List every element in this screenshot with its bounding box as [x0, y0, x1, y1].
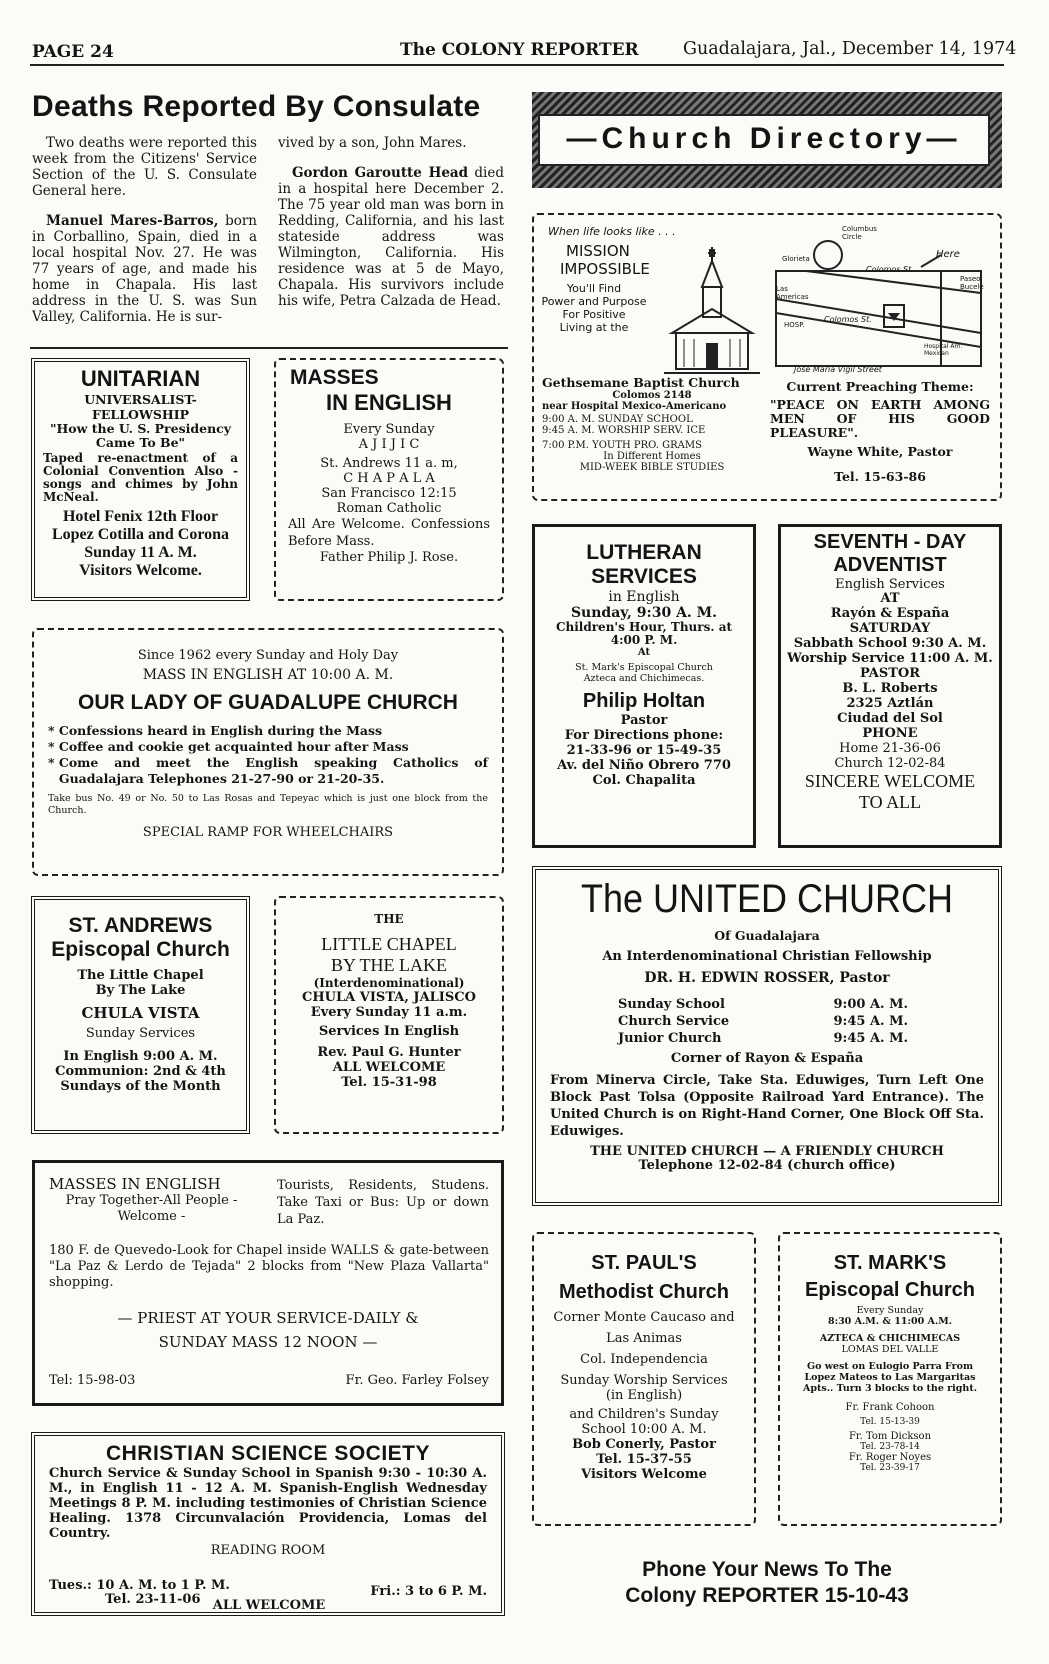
st-marks-times: 8:30 A.M. & 11:00 A.M. — [827, 1316, 953, 1327]
guadalupe-since: Since 1962 every Sunday and Holy Day — [137, 648, 399, 663]
adventist-addr: 2325 Aztlán — [846, 696, 934, 711]
st-marks-lomas: LOMAS DEL VALLE — [841, 1344, 939, 1355]
masses2-priest: — PRIEST AT YOUR SERVICE-DAILY & — [117, 1309, 419, 1327]
st-marks-fr2: Fr. Tom Dickson — [848, 1431, 932, 1442]
gethsemane-addr1: Colomos 2148 — [612, 390, 692, 401]
gethsemane-name: Gethsemane Baptist Church — [542, 375, 740, 390]
gethsemane-for-positive: For Positive — [562, 308, 626, 321]
lutheran-at: At — [637, 647, 651, 658]
lutheran-addr: Av. del Niño Obrero 770 — [557, 758, 731, 773]
adventist-city: Ciudad del Sol — [837, 711, 943, 726]
adventist-church: Church 12-02-84 — [834, 756, 946, 771]
st-marks-dirs: Go west on Eulogio Parra From Lopez Mateos to Las Margaritas Apts.. Turn 3 blocks to the right. — [802, 1361, 978, 1394]
guadalupe-bus: Take bus No. 49 or No. 50 to Las Rosas and Tepeyac which is just one block from the Church. — [48, 793, 488, 816]
st-andrews-title2: Episcopal Church — [51, 938, 230, 961]
gethsemane-mission2: IMPOSSIBLE — [560, 260, 650, 278]
guadalupe-b1: * Confessions heard in English during the Mass — [48, 723, 383, 738]
united-row: Church Service 9:45 A. M. — [618, 1014, 908, 1029]
st-marks-streets: AZTECA & CHICHIMECAS — [819, 1333, 961, 1344]
cs-fri: Fri.: 3 to 6 P. M. — [370, 1584, 487, 1599]
masses-roman: Roman Catholic — [336, 501, 442, 516]
gethsemane-tel: Tel. 15-63-86 — [834, 469, 926, 484]
unitarian-ad — [31, 358, 250, 601]
lutheran-time: Sunday, 9:30 A. M. — [570, 605, 718, 621]
united-title: The UNITED CHURCH — [580, 875, 954, 921]
st-pauls-eng: (in English) — [605, 1388, 683, 1403]
guadalupe-mass: MASS IN ENGLISH AT 10:00 A. M. — [142, 667, 394, 683]
phone-news-1: Phone Your News To The — [642, 1558, 892, 1581]
little-chapel-place: CHULA VISTA, JALISCO — [302, 990, 476, 1005]
st-andrews-place: CHULA VISTA — [81, 1004, 200, 1022]
unitarian-welcome: Visitors Welcome. — [79, 562, 202, 579]
gethsemane-mission1: MISSION — [566, 242, 630, 260]
map-hospital-label: Hospital Am. Mexican — [924, 343, 963, 357]
masses-san-francisco: San Francisco 12:15 — [321, 486, 457, 501]
little-chapel-services: Services In English — [318, 1024, 460, 1039]
adventist-to-all: TO ALL — [858, 792, 922, 812]
masses2-fr: Fr. Geo. Farley Folsey — [345, 1373, 489, 1388]
st-marks-title2: Episcopal Church — [804, 1279, 976, 1301]
gethsemane-addr2: near Hospital Mexico-Americano — [542, 401, 727, 412]
united-row: Junior Church 9:45 A. M. — [618, 1031, 908, 1046]
map-columbus-label: Columbus Circle — [842, 225, 877, 241]
church-directory-banner — [532, 92, 1002, 188]
little-chapel-ad — [274, 896, 504, 1134]
church-building-illustration — [662, 247, 762, 377]
unitarian-topic: "How the U. S. Presidency Came To Be" — [49, 421, 232, 450]
deaths-p2: Manuel Mares-Barros, born in Corballino, Spain, died in a local hospital Nov. 27. He was 77 years of age, and made his home in Chapala. His last address in the U. S. was Sun Valley, California. He is sur- — [32, 213, 257, 325]
united-fellowship: An Interdenominational Christian Fellowship — [602, 949, 932, 964]
adventist-title2: ADVENTIST — [833, 554, 947, 576]
unitarian-desc: Taped re-enactment of a Colonial Convention Also - songs and chimes by John McNeal. — [43, 451, 238, 504]
st-pauls-title1: ST. PAUL'S — [591, 1252, 697, 1274]
lutheran-pastor-name: Philip Holtan — [582, 690, 706, 712]
st-andrews-sundays: Sundays of the Month — [60, 1079, 221, 1094]
adventist-loc: Rayón & España — [830, 606, 950, 621]
lutheran-phones: 21-33-96 or 15-49-35 — [566, 743, 722, 758]
deaths-col2 — [278, 135, 504, 309]
masses-ajijic: A J I J I C — [358, 437, 420, 452]
united-row: Sunday School 9:00 A. M. — [618, 997, 908, 1012]
guadalupe-b2: * Coffee and cookie get acquainted hour after Mass — [48, 739, 409, 754]
st-andrews-chapel1: The Little Chapel — [77, 968, 204, 983]
st-marks-tel2: Tel. 23-78-14 — [860, 1442, 920, 1452]
little-chapel-welcome: ALL WELCOME — [332, 1060, 446, 1075]
united-dirs: From Minerva Circle, Take Sta. Eduwiges, Turn Left One Block Past Tolsa (Opposite Railroad Yard Entrance). The United Church is on Right-Hand Corner, One Block Off Sta. Eduwiges. — [550, 1073, 984, 1139]
lutheran-church: St. Mark's Episcopal Church — [575, 662, 713, 673]
gethsemane-homes: In Different Homes — [603, 451, 701, 462]
adventist-ad — [778, 524, 1002, 848]
map-jose-label: Jose Maria Vigil Street — [794, 365, 882, 374]
phone-news-2: Colony REPORTER 15-10-43 — [625, 1584, 909, 1607]
guadalupe-title: OUR LADY OF GUADALUPE CHURCH — [78, 691, 458, 714]
masses2-pray: Pray Together-All People - Welcome - — [65, 1193, 238, 1224]
unitarian-title: UNITARIAN — [80, 366, 201, 391]
cs-title: CHRISTIAN SCIENCE SOCIETY — [105, 1442, 431, 1465]
cs-tues: Tues.: 10 A. M. to 1 P. M. — [49, 1578, 230, 1593]
st-pauls-school: School 10:00 A. M. — [581, 1422, 707, 1437]
united-corner: Corner of Rayon & España — [670, 1051, 864, 1066]
united-schedule — [618, 996, 908, 1047]
st-andrews-communion: Communion: 2nd & 4th — [55, 1064, 226, 1079]
united-friendly: THE UNITED CHURCH — A FRIENDLY CHURCH — [590, 1144, 944, 1159]
christian-science-ad — [31, 1432, 505, 1616]
unitarian-place2: Lopez Cotilla and Corona — [51, 526, 230, 543]
gethsemane-theme: "PEACE ON EARTH AMONG MEN OF HIS GOOD PLEASURE". — [770, 397, 990, 440]
lutheran-title1: LUTHERAN — [586, 541, 702, 564]
united-tel: Telephone 12-02-84 (church office) — [638, 1158, 896, 1173]
st-pauls-tel: Tel. 15-37-55 — [596, 1452, 692, 1467]
united-pastor: DR. H. EDWIN ROSSER, Pastor — [644, 970, 890, 986]
adventist-name: B. L. Roberts — [842, 681, 938, 696]
church-directory-title: —Church Directory— — [566, 122, 962, 155]
masses-all: All Are Welcome. Confessions Before Mass. — [288, 517, 490, 549]
gethsemane-when: When life looks like . . . — [548, 225, 676, 238]
masses2-title: MASSES IN ENGLISH — [49, 1175, 221, 1193]
st-pauls-ad — [532, 1232, 756, 1526]
little-chapel-tel: Tel. 15-31-98 — [341, 1075, 437, 1090]
deaths-headline: Deaths Reported By Consulate — [32, 90, 481, 123]
map-glorieta-label: Glorieta — [782, 255, 810, 263]
lutheran-children: Children's Hour, Thurs. at 4:00 P. M. — [555, 620, 733, 647]
cs-body: Church Service & Sunday School in Spanish 9:30 - 10:30 A. M., in English 11 - 12 A. M. Spanish-English Wednesday Meetings 8 P. M. including testimonies of Christian Science Healing. 1378 Circunvalación Providencia, Lomas del Country. — [49, 1466, 487, 1541]
gethsemane-t1: 9:00 A. M. SUNDAY SCHOOL — [542, 414, 693, 425]
deaths-col1 — [32, 135, 257, 325]
unitarian-sub1: UNIVERSALIST- — [84, 392, 197, 407]
masses2-tel: Tel: 15-98-03 — [49, 1373, 136, 1388]
paper-name: The COLONY REPORTER — [400, 40, 639, 60]
masses-folsey-ad — [32, 1160, 504, 1406]
st-marks-every: Every Sunday — [856, 1305, 924, 1316]
masses-every: Every Sunday — [343, 422, 435, 437]
st-marks-tel1: Tel. 15-13-39 — [860, 1417, 920, 1427]
unitarian-place1: Hotel Fenix 12th Floor — [62, 508, 219, 525]
dateline: Guadalajara, Jal., December 14, 1974 — [683, 39, 1017, 59]
gethsemane-t3: 7:00 P.M. YOUTH PRO. GRAMS — [542, 440, 702, 451]
st-pauls-pastor: Bob Conerly, Pastor — [572, 1437, 716, 1452]
masses-ajijic-ad — [274, 358, 504, 601]
unitarian-time: Sunday 11 A. M. — [84, 544, 197, 561]
st-pauls-welcome: Visitors Welcome — [581, 1467, 707, 1482]
map-here-label: Here — [936, 249, 960, 260]
masses-father: Father Philip J. Rose. — [319, 550, 459, 565]
masses2-sunday: SUNDAY MASS 12 NOON — — [158, 1333, 378, 1351]
gethsemane-t2: 9:45 A. M. WORSHIP SERV. ICE — [542, 425, 706, 436]
st-andrews-ad — [31, 896, 250, 1134]
st-pauls-worship: Sunday Worship Services — [560, 1373, 728, 1388]
guadalupe-ramp: SPECIAL RAMP FOR WHEELCHAIRS — [142, 825, 394, 840]
unitarian-sub2: FELLOWSHIP — [92, 407, 189, 422]
masses2-tourists: Tourists, Residents, Studens. Take Taxi or Bus: Up or down La Paz. — [277, 1178, 489, 1227]
little-chapel-the: THE — [374, 912, 404, 926]
gethsemane-find: You'll Find — [566, 282, 622, 295]
united-of: Of Guadalajara — [714, 928, 820, 943]
gethsemane-power: Power and Purpose — [541, 295, 647, 308]
lutheran-in: in English — [608, 589, 680, 605]
masthead-rule — [30, 64, 1004, 66]
lutheran-title2: SERVICES — [591, 565, 697, 588]
st-marks-tel3: Tel. 23-39-17 — [860, 1463, 920, 1473]
map-americas-label: Las Americas — [776, 285, 809, 301]
adventist-pastor: PASTOR — [859, 666, 921, 681]
map-colomos-label-top: Colomos St. — [866, 265, 914, 274]
cs-welcome: ALL WELCOME — [212, 1598, 326, 1613]
map-colomos-label: Colomos St. — [824, 315, 872, 324]
adventist-home: Home 21-36-06 — [839, 741, 941, 756]
guadalupe-ad — [32, 628, 504, 876]
deaths-p4: Gordon Garoutte Head died in a hospital here December 2. The 75 year old man was born in Redding, California, and his last stateside address was Wilmington, California. His residence was at 5 de Mayo, Chapala. His survivors include his wife, Petra Calzada de Head. — [278, 165, 504, 309]
united-church-ad — [532, 866, 1002, 1206]
adventist-saturday: SATURDAY — [849, 621, 931, 636]
guadalupe-b3: * Come and meet the English speaking Catholics of Guadalajara Telephones 21-27-90 or 21-20-35. — [48, 755, 488, 786]
st-andrews-services: Sunday Services — [85, 1026, 196, 1041]
adventist-sincere: SINCERE WELCOME — [804, 771, 976, 791]
little-chapel-name1: LITTLE CHAPEL — [321, 934, 457, 954]
adventist-worship: Worship Service 11:00 A. M. — [787, 651, 993, 666]
little-chapel-time: Every Sunday 11 a.m. — [310, 1005, 468, 1020]
masses-st-andrews: St. Andrews 11 a. m, — [320, 456, 458, 471]
deaths-p1: Two deaths were reported this week from the Citizens' Service Section of the U. S. Consulate General here. — [32, 135, 257, 199]
adventist-phone: PHONE — [862, 726, 918, 741]
st-marks-fr1: Fr. Frank Cohoon — [845, 1402, 935, 1413]
gethsemane-theme-label: Current Preaching Theme: — [786, 379, 974, 394]
little-chapel-name2: BY THE LAKE — [331, 955, 447, 975]
lutheran-ad — [532, 524, 756, 848]
lutheran-directions: For Directions phone: — [564, 728, 724, 743]
adventist-title1: SEVENTH - DAY — [813, 531, 967, 553]
lutheran-col: Col. Chapalita — [592, 773, 696, 788]
masses-title2: IN ENGLISH — [326, 390, 452, 415]
st-pauls-children: and Children's Sunday — [569, 1407, 719, 1422]
cs-reading: READING ROOM — [210, 1543, 326, 1558]
little-chapel-rev: Rev. Paul G. Hunter — [317, 1045, 461, 1060]
st-andrews-title1: ST. ANDREWS — [68, 914, 213, 937]
masses-chapala: C H A P A L A — [343, 471, 435, 486]
adventist-services: English Services — [835, 577, 945, 592]
masses-title1: MASSES — [290, 366, 379, 389]
lutheran-streets: Azteca and Chichimecas. — [583, 673, 705, 684]
gethsemane-living: Living at the — [559, 321, 629, 334]
map-paseo-label: Paseo Bucele — [960, 275, 984, 291]
map-hosp-label: HOSP. — [784, 321, 805, 329]
adventist-sabbath: Sabbath School 9:30 A. M. — [793, 636, 987, 651]
st-marks-fr3: Fr. Roger Noyes — [848, 1452, 932, 1463]
st-marks-ad — [778, 1232, 1002, 1526]
st-pauls-corner: Corner Monte Caucaso and — [553, 1310, 735, 1325]
deaths-rule — [30, 347, 508, 349]
little-chapel-inter: (Interdenominational) — [313, 976, 465, 990]
gethsemane-pastor: Wayne White, Pastor — [807, 444, 953, 459]
st-pauls-col: Col. Independencia — [580, 1352, 708, 1367]
st-andrews-chapel2: By The Lake — [95, 983, 186, 998]
st-pauls-title2: Methodist Church — [559, 1281, 729, 1303]
adventist-at: AT — [880, 591, 900, 606]
masses2-addr: 180 F. de Quevedo-Look for Chapel inside WALLS & gate-between "La Paz & Lerdo de Tejada" 2 blocks from "New Plaza Vallarta" shopping. — [49, 1243, 489, 1290]
st-andrews-english: In English 9:00 A. M. — [63, 1049, 218, 1064]
deaths-p3: vived by a son, John Mares. — [278, 135, 467, 151]
st-pauls-animas: Las Animas — [606, 1331, 682, 1346]
cs-tel: Tel. 23-11-06 — [105, 1592, 201, 1607]
st-marks-title1: ST. MARK'S — [833, 1252, 947, 1274]
page-number: PAGE 24 — [32, 42, 114, 62]
gethsemane-midweek: MID-WEEK BIBLE STUDIES — [579, 462, 725, 473]
gethsemane-ad — [532, 213, 1002, 501]
lutheran-pastor: Pastor — [620, 713, 668, 728]
